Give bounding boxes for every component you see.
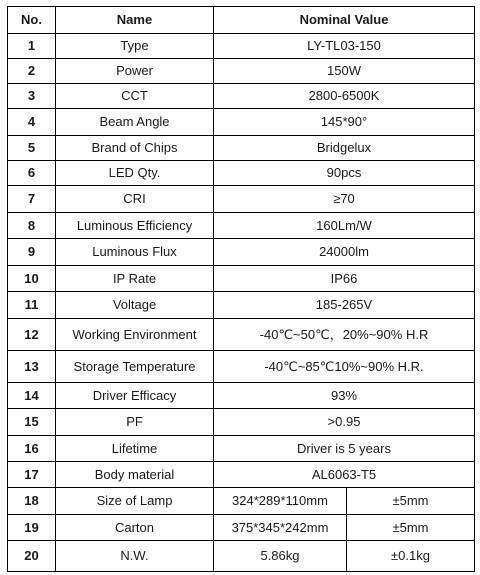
row-no: 10 <box>8 266 56 292</box>
row-name: Lifetime <box>56 436 214 462</box>
table-row <box>8 239 475 266</box>
row-name: Type <box>56 34 214 59</box>
row-no: 5 <box>8 136 56 161</box>
table-row <box>8 515 475 541</box>
row-no: 19 <box>8 515 56 541</box>
table-row <box>8 59 475 84</box>
row-no: 16 <box>8 436 56 462</box>
row-value: 93% <box>214 383 475 409</box>
table-row <box>8 161 475 186</box>
row-name: Working Environment <box>56 319 214 351</box>
row-value: 5.86kg <box>214 541 347 572</box>
header-no: No. <box>8 7 56 34</box>
row-value: 145*90° <box>214 109 475 136</box>
table-row <box>8 109 475 136</box>
table-row <box>8 462 475 488</box>
row-no: 1 <box>8 34 56 59</box>
table-row <box>8 84 475 109</box>
row-no: 17 <box>8 462 56 488</box>
row-name: Luminous Efficiency <box>56 213 214 239</box>
row-value: Bridgelux <box>214 136 475 161</box>
row-value: 150W <box>214 59 475 84</box>
table-row <box>8 436 475 462</box>
row-value: 324*289*110mm <box>214 488 347 515</box>
row-name: Beam Angle <box>56 109 214 136</box>
header-value: Nominal Value <box>214 7 475 34</box>
row-no: 6 <box>8 161 56 186</box>
row-value: ≥70 <box>214 186 475 213</box>
row-no: 7 <box>8 186 56 213</box>
row-value: 160Lm/W <box>214 213 475 239</box>
row-no: 2 <box>8 59 56 84</box>
spec-table <box>7 6 475 572</box>
row-value: -40℃~50℃，20%~90% H.R <box>214 319 475 351</box>
table-row <box>8 351 475 383</box>
row-no: 11 <box>8 292 56 319</box>
row-value: 185-265V <box>214 292 475 319</box>
row-value: >0.95 <box>214 409 475 436</box>
row-value: 375*345*242mm <box>214 515 347 541</box>
row-no: 15 <box>8 409 56 436</box>
row-no: 18 <box>8 488 56 515</box>
table-row <box>8 34 475 59</box>
row-name: Body material <box>56 462 214 488</box>
row-no: 9 <box>8 239 56 266</box>
row-name: Size of Lamp <box>56 488 214 515</box>
table-row <box>8 541 475 572</box>
row-value: 24000lm <box>214 239 475 266</box>
row-value: AL6063-T5 <box>214 462 475 488</box>
row-value: IP66 <box>214 266 475 292</box>
row-no: 8 <box>8 213 56 239</box>
row-name: Brand of Chips <box>56 136 214 161</box>
table-row <box>8 136 475 161</box>
header-row <box>8 7 475 34</box>
row-name: Luminous Flux <box>56 239 214 266</box>
row-no: 13 <box>8 351 56 383</box>
row-name: LED Qty. <box>56 161 214 186</box>
row-tolerance: ±5mm <box>347 515 475 541</box>
table-row <box>8 488 475 515</box>
row-value: -40℃~85℃10%~90% H.R. <box>214 351 475 383</box>
table-row <box>8 186 475 213</box>
row-name: Carton <box>56 515 214 541</box>
row-no: 14 <box>8 383 56 409</box>
table-row <box>8 319 475 351</box>
row-no: 4 <box>8 109 56 136</box>
row-no: 3 <box>8 84 56 109</box>
table-row <box>8 266 475 292</box>
row-no: 12 <box>8 319 56 351</box>
row-tolerance: ±5mm <box>347 488 475 515</box>
row-no: 20 <box>8 541 56 572</box>
table-row <box>8 292 475 319</box>
row-name: CRI <box>56 186 214 213</box>
row-name: Power <box>56 59 214 84</box>
row-name: Storage Temperature <box>56 351 214 383</box>
row-value: Driver is 5 years <box>214 436 475 462</box>
row-name: Driver Efficacy <box>56 383 214 409</box>
row-name: PF <box>56 409 214 436</box>
row-name: IP Rate <box>56 266 214 292</box>
table-row <box>8 213 475 239</box>
row-value: 90pcs <box>214 161 475 186</box>
header-name: Name <box>56 7 214 34</box>
table-row <box>8 409 475 436</box>
table-row <box>8 383 475 409</box>
row-value: 2800-6500K <box>214 84 475 109</box>
row-name: CCT <box>56 84 214 109</box>
row-value: LY-TL03-150 <box>214 34 475 59</box>
row-name: Voltage <box>56 292 214 319</box>
row-tolerance: ±0.1kg <box>347 541 475 572</box>
row-name: N.W. <box>56 541 214 572</box>
